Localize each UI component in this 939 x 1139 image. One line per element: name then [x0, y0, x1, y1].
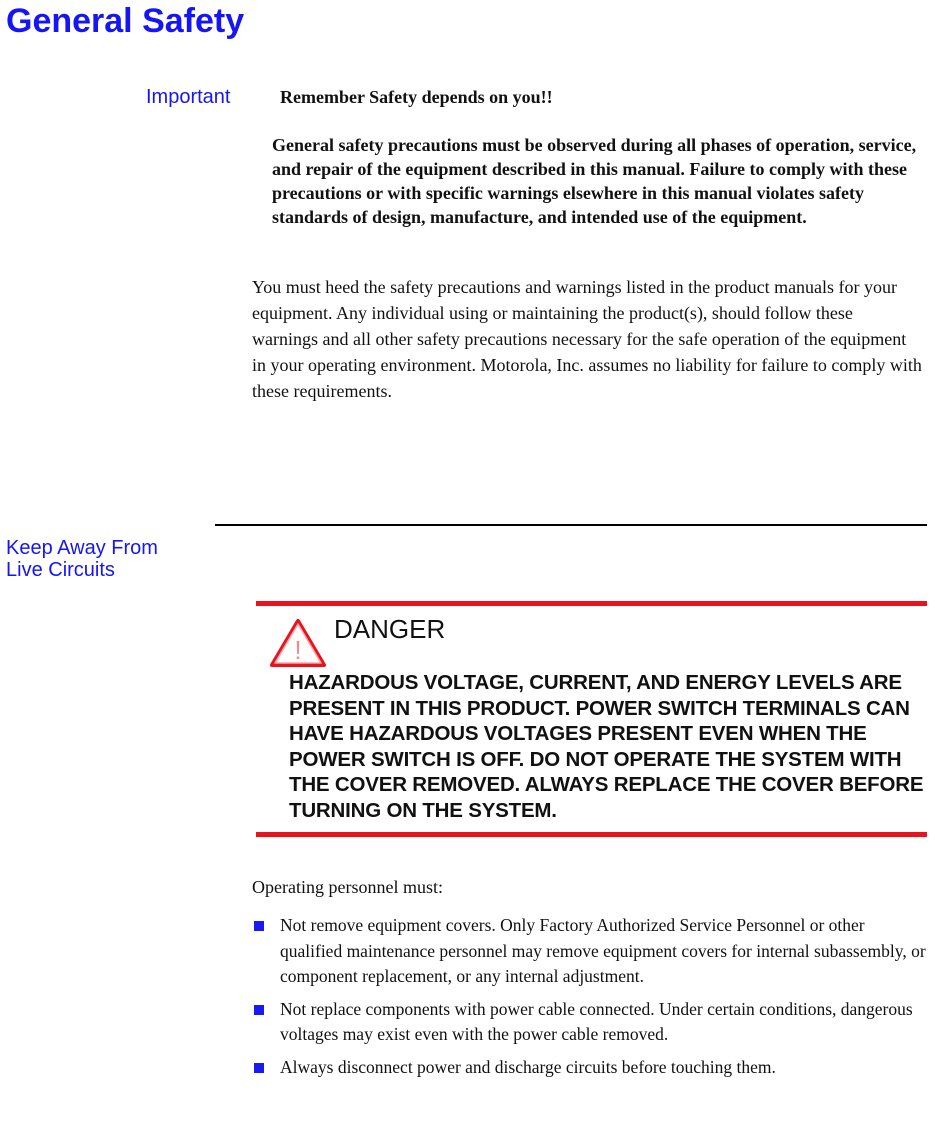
list-item-text: Not remove equipment covers. Only Factory Authorized Service Personnel or other qualified maintenance personnel may remove equipment covers for internal subassembly, or component replacement, or any internal adjustment. — [280, 915, 926, 986]
warning-glyph: ! — [294, 635, 302, 665]
operating-intro: Operating personnel must: — [252, 877, 443, 897]
operating-list — [252, 913, 928, 1087]
square-bullet-icon — [254, 1005, 264, 1015]
danger-bottom-rule — [256, 832, 927, 837]
warning-triangle-icon — [268, 617, 328, 669]
danger-text: HAZARDOUS VOLTAGE, CURRENT, AND ENERGY LEVELS ARE PRESENT IN THIS PRODUCT. POWER SWITCH TERMINALS CAN HAVE HAZARDOUS VOLTAGES PRESENT EVEN WHEN THE POWER SWITCH IS OFF. DO NOT OPERATE THE SYSTEM WITH THE COVER REMOVED. ALWAYS REPLACE THE COVER BEFORE TURNING ON THE SYSTEM. — [289, 671, 924, 822]
section-label-line1: Keep Away From — [6, 537, 158, 559]
important-heading: Remember Safety depends on you!! — [280, 87, 553, 107]
section-label-line2: Live Circuits — [6, 559, 115, 581]
list-item — [252, 997, 928, 1048]
important-body: General safety precautions must be observed during all phases of operation, service, and repair of the equipment described in this manual. Failure to comply with these precautions or with specific warnings elsewhere in this manual violates safety standards of design, manufacture, and intended use of the equipment. — [272, 135, 917, 227]
section-divider — [215, 524, 927, 526]
section-label — [6, 537, 158, 581]
list-item-text: Not replace components with power cable connected. Under certain conditions, dangerous voltages may exist even with the power cable removed. — [280, 998, 913, 1044]
square-bullet-icon — [254, 1063, 264, 1073]
danger-title: DANGER — [334, 614, 446, 644]
list-item-text: Always disconnect power and discharge circuits before touching them. — [280, 1056, 776, 1077]
danger-top-rule — [256, 601, 927, 606]
page-title: General Safety — [6, 2, 245, 40]
intro-paragraph: You must heed the safety precautions and warnings listed in the product manuals for your equipment. Any individual using or maintaining the product(s), should follow these warnings and all other safety precautions necessary for the safe operation of the equipment in your operating environment. Motorola, Inc. assumes no liability for failure to comply with these requirements. — [252, 277, 922, 401]
list-item — [252, 1055, 928, 1081]
square-bullet-icon — [254, 921, 264, 931]
important-label: Important — [146, 86, 231, 108]
list-item — [252, 913, 928, 990]
